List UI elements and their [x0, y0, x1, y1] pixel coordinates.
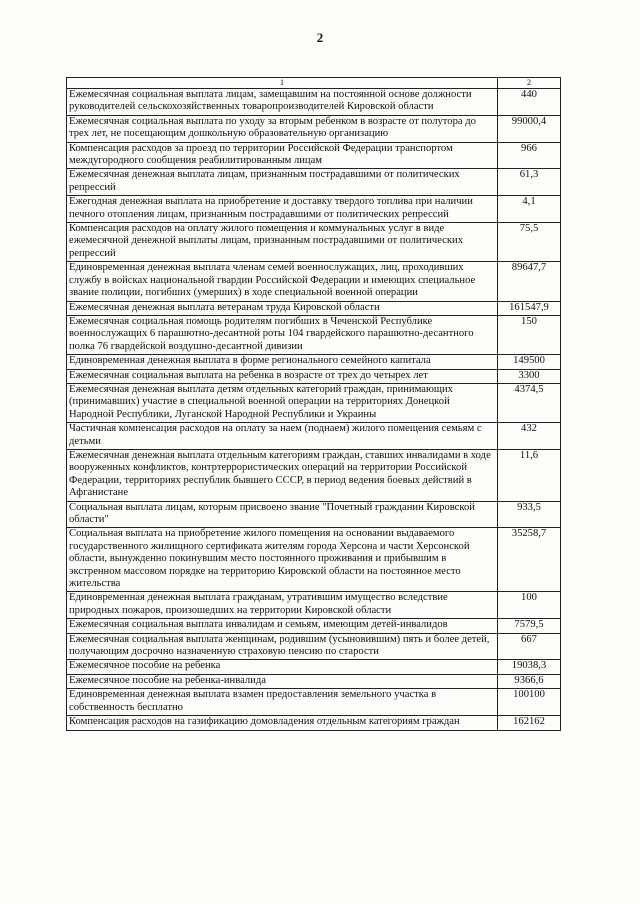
table-row: [67, 528, 561, 592]
table-row: [67, 716, 561, 730]
payment-amount-cell: 100: [498, 592, 561, 619]
payment-amount-cell: 61,3: [498, 169, 561, 196]
payment-amount-cell: 4374,5: [498, 383, 561, 422]
payment-name-cell: Компенсация расходов за проезд по территории Российской Федерации транспортом междугородного сообщения реабилитированным лицам: [67, 142, 498, 169]
payment-amount-cell: 19038,3: [498, 660, 561, 674]
payment-name-cell: Ежегодная денежная выплата на приобретение и доставку твердого топлива при наличии печного отопления лицам, признанным пострадавшими от политических репрессий: [67, 196, 498, 223]
payment-name-cell: Единовременная денежная выплата в форме регионального семейного капитала: [67, 355, 498, 369]
payment-amount-cell: 432: [498, 423, 561, 450]
payment-name-cell: Ежемесячное пособие на ребенка-инвалида: [67, 674, 498, 688]
payment-amount-cell: 150: [498, 315, 561, 354]
payment-name-cell: Ежемесячная социальная выплата женщинам, родившим (усыновившим) пять и более детей, получающим досрочно назначенную страховую пенсию по старости: [67, 633, 498, 660]
table-row: [67, 369, 561, 383]
payment-amount-cell: 100100: [498, 689, 561, 716]
payment-name-cell: Компенсация расходов на оплату жилого помещения и коммунальных услуг в виде ежемесячной денежной выплаты лицам, признанным пострадавшими от политических репрессий: [67, 223, 498, 262]
table-row: [67, 169, 561, 196]
table-row: [67, 674, 561, 688]
table-row: [67, 449, 561, 501]
payment-name-cell: Социальная выплата лицам, которым присвоено звание "Почетный гражданин Кировской области": [67, 501, 498, 528]
page-number: 2: [316, 30, 324, 45]
payment-amount-cell: 89647,7: [498, 262, 561, 301]
table-row: [67, 115, 561, 142]
payment-name-cell: Единовременная денежная выплата членам семей военнослужащих, лиц, проходивших службу в войсках национальной гвардии Российской Федерации и имеющих специальное звание полиции, погибших (умерших) в ходе специальной военной операции: [67, 262, 498, 301]
payment-name-cell: Ежемесячная денежная выплата лицам, признанным пострадавшими от политических репрессий: [67, 169, 498, 196]
payment-name-cell: Ежемесячная социальная выплата инвалидам и семьям, имеющим детей-инвалидов: [67, 619, 498, 633]
payment-name-cell: Единовременная денежная выплата взамен предоставления земельного участка в собственность бесплатно: [67, 689, 498, 716]
payment-amount-cell: 7579,5: [498, 619, 561, 633]
payment-amount-cell: 99000,4: [498, 115, 561, 142]
table-row: [67, 689, 561, 716]
table-row: [67, 423, 561, 450]
table-row: [67, 142, 561, 169]
table-row: [67, 501, 561, 528]
table-row: [67, 592, 561, 619]
payment-name-cell: Ежемесячная денежная выплата отдельным категориям граждан, ставших инвалидами в ходе вооруженных конфликтов, контртеррористических операций на территории Российской Федерации, территориях республик бывшего СССР, в период ведения боевых действий в Афганистане: [67, 449, 498, 501]
table-row: [67, 89, 561, 116]
payment-amount-cell: 4,1: [498, 196, 561, 223]
table-row: [67, 301, 561, 315]
payment-amount-cell: 75,5: [498, 223, 561, 262]
payment-name-cell: Компенсация расходов на газификацию домовладения отдельным категориям граждан: [67, 716, 498, 730]
payment-amount-cell: 161547,9: [498, 301, 561, 315]
payment-name-cell: Ежемесячная социальная выплата на ребенка в возрасте от трех до четырех лет: [67, 369, 498, 383]
header-col-1: 1: [67, 78, 498, 89]
payment-amount-cell: 35258,7: [498, 528, 561, 592]
payment-name-cell: Частичная компенсация расходов на оплату за наем (поднаем) жилого помещения семьям с детьми: [67, 423, 498, 450]
payment-name-cell: Ежемесячное пособие на ребенка: [67, 660, 498, 674]
payment-name-cell: Ежемесячная денежная выплата детям отдельных категорий граждан, принимающих (принимавших) участие в специальной военной операции на территориях Донецкой Народной Республики, Луганской Народной Республики и Украины: [67, 383, 498, 422]
table-row: [67, 383, 561, 422]
payment-name-cell: Ежемесячная денежная выплата ветеранам труда Кировской области: [67, 301, 498, 315]
payment-name-cell: Социальная выплата на приобретение жилого помещения на основании выдаваемого государственного жилищного сертификата жителям города Херсона и части Херсонской области, вынужденно покинувшим место постоянного проживания и прибывшим в экстренном массовом порядке на территорию Кировской области на постоянное место жительства: [67, 528, 498, 592]
payment-name-cell: Ежемесячная социальная выплата лицам, замещавшим на постоянной основе должности руководителей сельскохозяйственных товаропроизводителей Кировской области: [67, 89, 498, 116]
table-row: [67, 315, 561, 354]
table-row: [67, 660, 561, 674]
payment-name-cell: Единовременная денежная выплата гражданам, утратившим имущество вследствие природных пожаров, произошедших на территории Кировской области: [67, 592, 498, 619]
table-header-row: [67, 78, 561, 89]
payment-amount-cell: 667: [498, 633, 561, 660]
table-row: [67, 262, 561, 301]
table-row: [67, 223, 561, 262]
table-row: [67, 619, 561, 633]
payment-name-cell: Ежемесячная социальная выплата по уходу за вторым ребенком в возрасте от полутора до трех лет, не посещающим дошкольную образовательную организацию: [67, 115, 498, 142]
payment-amount-cell: 9366,6: [498, 674, 561, 688]
payment-amount-cell: 933,5: [498, 501, 561, 528]
payment-amount-cell: 11,6: [498, 449, 561, 501]
table-row: [67, 355, 561, 369]
payment-amount-cell: 966: [498, 142, 561, 169]
payment-amount-cell: 440: [498, 89, 561, 116]
payment-name-cell: Ежемесячная социальная помощь родителям погибших в Чеченской Республике военнослужащих 6 парашютно-десантной роты 104 гвардейского парашютно-десантного полка 76 гвардейской воздушно-десантной дивизии: [67, 315, 498, 354]
payment-amount-cell: 3300: [498, 369, 561, 383]
payment-amount-cell: 162162: [498, 716, 561, 730]
header-col-2: 2: [498, 78, 561, 89]
table-row: [67, 196, 561, 223]
payments-table: [66, 77, 561, 731]
payment-amount-cell: 149500: [498, 355, 561, 369]
table-row: [67, 633, 561, 660]
